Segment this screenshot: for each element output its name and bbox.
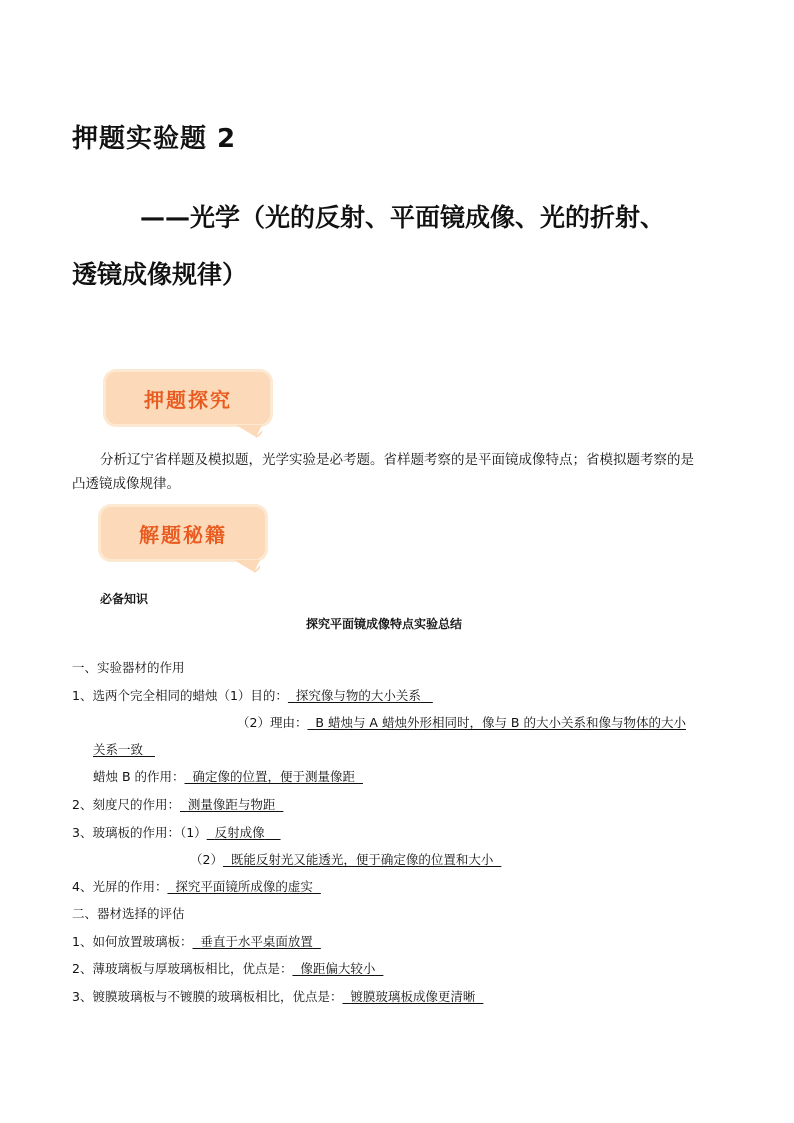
section2-item3-answer: 镀膜玻璃板成像更清晰 xyxy=(350,989,476,1004)
intro-line1: 分析辽宁省样题及模拟题，光学实验是必考题。省样题考察的是平面镜成像特点；省模拟题考察的是 xyxy=(100,452,694,468)
candle-b-answer: 确定像的位置，便于测量像距 xyxy=(192,769,355,784)
section1-item1-answer: 探究像与物的大小关系 xyxy=(295,688,421,703)
section1-item3-prefix: 3、玻璃板的作用：（1） xyxy=(72,825,207,840)
badge-exploration-label: 押题探究 xyxy=(144,387,232,412)
section1-item1b-cont xyxy=(93,740,155,758)
badge-tips xyxy=(101,507,265,559)
section1-item1b-answer-line2: 关系一致 xyxy=(93,742,144,757)
speech-tail-icon xyxy=(234,560,260,574)
section1-heading: 一、实验器材的作用 xyxy=(72,660,185,675)
badge-exploration xyxy=(106,372,270,424)
document-subtitle-line2: 透镜成像规律） xyxy=(72,260,248,289)
section2-item3-prefix: 3、镀膜玻璃板与不镀膜的玻璃板相比，优点是： xyxy=(72,989,343,1004)
section1-item1b xyxy=(237,713,686,731)
badge-tips-label: 解题秘籍 xyxy=(139,522,227,547)
section1-item3b xyxy=(190,850,501,868)
section2-item1-answer: 垂直于水平桌面放置 xyxy=(200,934,313,949)
section2-item2-answer: 像距偏大较小 xyxy=(300,961,376,976)
summary-title: 探究平面镜成像特点实验总结 xyxy=(306,617,463,631)
section2-item2-prefix: 2、薄玻璃板与厚玻璃板相比，优点是： xyxy=(72,961,293,976)
section1-item4-answer: 探究平面镜所成像的虚实 xyxy=(175,879,313,894)
section1-item2-answer: 测量像距与物距 xyxy=(187,797,276,812)
section1-item2-prefix: 2、刻度尺的作用： xyxy=(72,797,180,812)
section1-item3 xyxy=(72,823,281,841)
section2-item1 xyxy=(72,932,321,950)
knowledge-label: 必备知识 xyxy=(100,592,149,606)
section1-item2 xyxy=(72,795,283,813)
section1-item1b-answer: B 蜡烛与 A 蜡烛外形相同时，像与 B 的大小关系和像与物体的大小 xyxy=(315,715,686,730)
section1-item3-answer2: 既能反射光又能透光，便于确定像的位置和大小 xyxy=(230,852,494,867)
candle-b-prefix: 蜡烛 B 的作用： xyxy=(93,769,185,784)
intro-line2: 凸透镜成像规律。 xyxy=(72,476,180,492)
badge-tips-box xyxy=(101,507,265,559)
section1-item1-prefix: 1、选两个完全相同的蜡烛（1）目的： xyxy=(72,688,288,703)
section1-item3b-prefix: （2） xyxy=(190,852,223,867)
section1-item4-prefix: 4、光屏的作用： xyxy=(72,879,168,894)
section1-candle-b xyxy=(93,767,363,785)
badge-exploration-box xyxy=(106,372,270,424)
speech-tail-icon xyxy=(236,425,262,439)
section1-item3-answer1: 反射成像 xyxy=(214,825,265,840)
section1-item1 xyxy=(72,686,433,704)
section1-item4 xyxy=(72,877,321,895)
document-title: 押题实验题 2 xyxy=(72,124,237,154)
intro-paragraph xyxy=(72,448,727,496)
section2-item1-prefix: 1、如何放置玻璃板： xyxy=(72,934,193,949)
section1-item1b-prefix: （2）理由： xyxy=(237,715,308,730)
section2-item3 xyxy=(72,987,483,1005)
section2-item2 xyxy=(72,959,383,977)
section2-heading: 二、器材选择的评估 xyxy=(72,906,185,921)
document-subtitle-line1: ——光学（光的反射、平面镜成像、光的折射、 xyxy=(140,203,666,232)
